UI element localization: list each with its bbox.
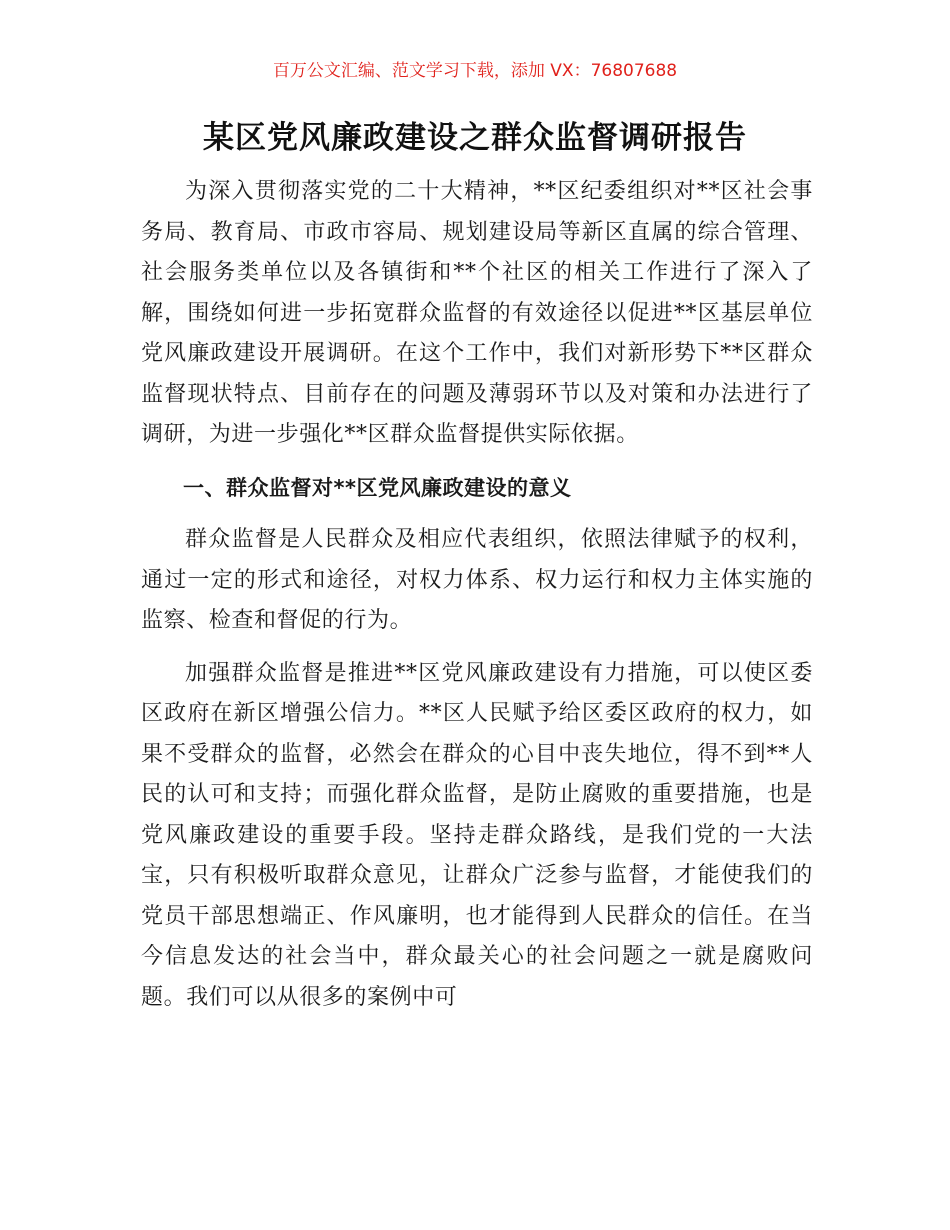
body-paragraph: 群众监督是人民群众及相应代表组织，依照法律赋予的权利，通过一定的形式和途径，对权力体系、权力运行和权力主体实施的监察、检查和督促的行为。 [141, 527, 813, 633]
intro-paragraph: 为深入贯彻落实党的二十大精神，**区纪委组织对**区社会事务局、教育局、市政市容局、规划建设局等新区直属的综合管理、社会服务类单位以及各镇街和**个社区的相关工作进行了深入了解，围绕如何进一步拓宽群众监督的有效途径以促进**区基层单位党风廉政建设开展调研。在这个工作中，我们对新形势下**区群众监督现状特点、目前存在的问题及薄弱环节以及对策和办法进行了调研，为进一步强化**区群众监督提供实际依据。 [141, 179, 813, 447]
body-paragraph: 加强群众监督是推进**区党风廉政建设有力措施，可以使区委区政府在新区增强公信力。**区人民赋予给区委区政府的权力，如果不受群众的监督，必然会在群众的心目中丧失地位，得不到**人民的认可和支持；而强化群众监督，是防止腐败的重要措施，也是党风廉政建设的重要手段。坚持走群众路线，是我们党的一大法宝，只有积极听取群众意见，让群众广泛参与监督，才能使我们的党员干部思想端正、作风廉明，也才能得到人民群众的信任。在当今信息发达的社会当中，群众最关心的社会问题之一就是腐败问题。我们可以从很多的案例中可 [141, 660, 813, 1010]
document-body [141, 172, 813, 1030]
section-heading-1: 一、群众监督对**区党风廉政建设的意义 [183, 475, 572, 500]
header-promo-note: 百万公文汇编、范文学习下载，添加 VX：76807688 [272, 61, 678, 81]
document-title: 某区党风廉政建设之群众监督调研报告 [203, 120, 747, 156]
